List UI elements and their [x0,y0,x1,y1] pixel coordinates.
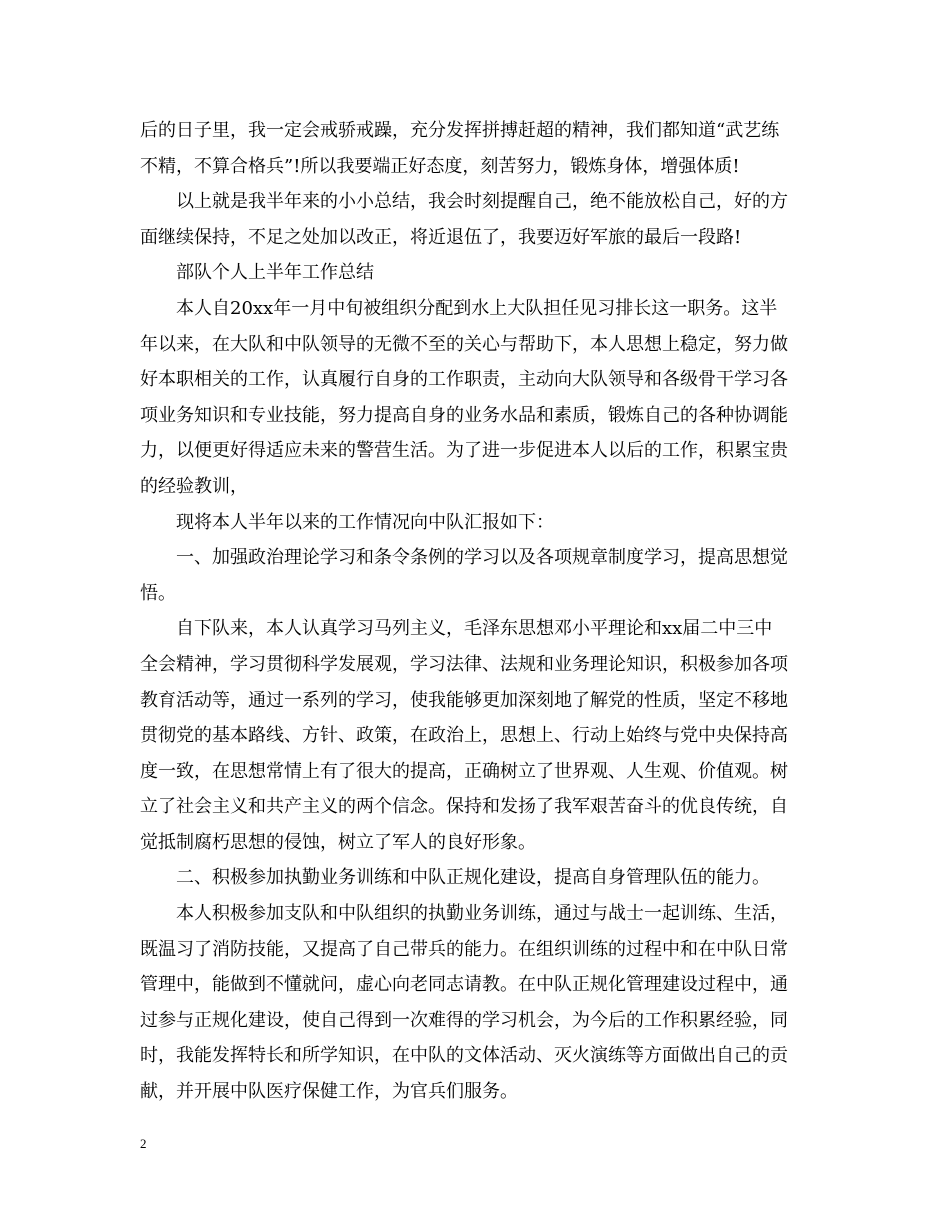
text-line: 既温习了消防技能，又提高了自己带兵的能力。在组织训练的过程中和在中队日常 [140,938,788,960]
text-line: 面继续保持，不足之处加以改正，将近退伍了，我要迈好军旅的最后一段路! [140,226,742,248]
text-line: 自下队来，本人认真学习马列主义，毛泽东思想邓小平理论和xx届二中三中 [176,618,773,640]
text-line: 后的日子里，我一定会戒骄戒躁，充分发挥拼搏赶超的精神，我们都知道“武艺练 [140,120,780,141]
text-line: 立了社会主义和共产主义的两个信念。保持和发扬了我军艰苦奋斗的优良传统，自 [140,796,788,818]
text-line: 悟。 [140,582,176,604]
text-line: 项业务知识和专业技能，努力提高自身的业务水品和素质，锻炼自己的各种协调能 [140,404,788,426]
text-line: 部队个人上半年工作总结 [176,262,374,284]
text-line: 贯彻党的基本路线、方针、政策，在政治上，思想上、行动上始终与党中央保持高 [140,725,788,747]
text-line: 现将本人半年以来的工作情况向中队汇报如下： [176,511,554,533]
document-body [140,113,812,1110]
text-line: 本人自20xx年一月中旬被组织分配到水上大队担任见习排长这一职务。这半 [176,297,778,319]
text-line: 的经验教训， [140,475,248,497]
text-line: 二、积极参加执勤业务训练和中队正规化建设，提高自身管理队伍的能力。 [176,867,770,889]
text-line: 管理中，能做到不懂就问，虚心向老同志请教。在中队正规化管理建设过程中，通 [140,974,788,996]
text-line: 过参与正规化建设，使自己得到一次难得的学习机会，为今后的工作积累经验，同 [140,1009,788,1031]
text-line: 觉抵制腐朽思想的侵蚀，树立了军人的良好形象。 [140,831,536,853]
text-line: 一、加强政治理论学习和条令条例的学习以及各项规章制度学习，提高思想觉 [176,547,788,569]
text-line: 以上就是我半年来的小小总结，我会时刻提醒自己，绝不能放松自己，好的方 [176,191,788,213]
text-line: 年以来，在大队和中队领导的无微不至的关心与帮助下，本人思想上稳定，努力做 [140,333,788,355]
text-line: 本人积极参加支队和中队组织的执勤业务训练，通过与战士一起训练、生活， [176,903,788,925]
text-line: 献，并开展中队医疗保健工作，为官兵们服务。 [140,1081,518,1103]
page-number: 2 [140,1136,147,1151]
text-line: 全会精神，学习贯彻科学发展观，学习法律、法规和业务理论知识，积极参加各项 [140,653,788,675]
text-line: 力，以便更好得适应未来的警营生活。为了进一步促进本人以后的工作，积累宝贵 [140,440,788,462]
text-line: 好本职相关的工作，认真履行自身的工作职责，主动向大队领导和各级骨干学习各 [140,369,788,391]
text-line: 时，我能发挥特长和所学知识，在中队的文体活动、灭火演练等方面做出自己的贡 [140,1045,788,1067]
text-line: 教育活动等，通过一系列的学习，使我能够更加深刻地了解党的性质，坚定不移地 [140,689,788,711]
text-line: 不精，不算合格兵”!所以我要端正好态度，刻苦努力，锻炼身体，增强体质! [140,155,740,177]
text-line: 度一致，在思想常情上有了很大的提高，正确树立了世界观、人生观、价值观。树 [140,760,788,782]
